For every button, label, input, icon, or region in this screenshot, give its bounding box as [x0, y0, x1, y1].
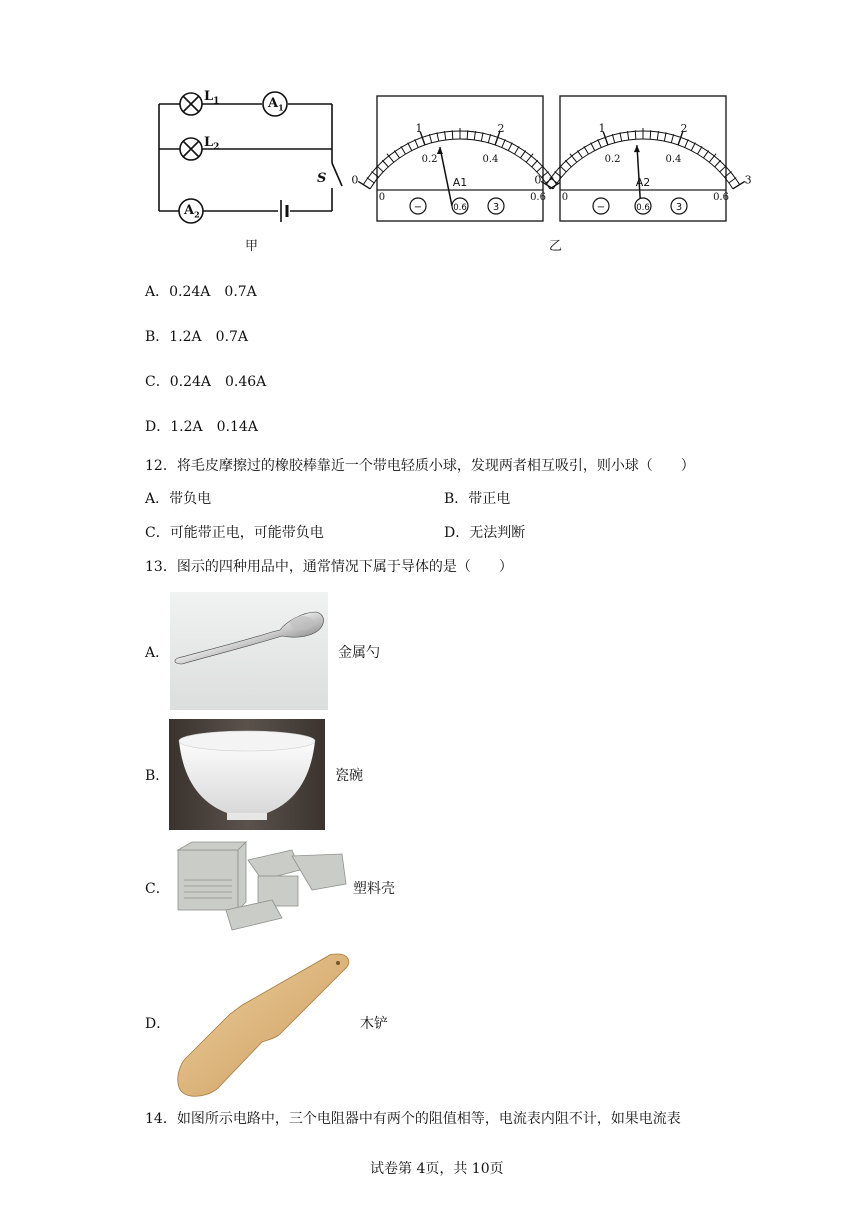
- q14-stem: 14．如图所示电路中，三个电阻器中有两个的阻值相等，电流表内阻不计，如果电流表: [145, 1111, 681, 1127]
- terminal-label: −: [413, 202, 423, 213]
- ammeter-dial-a2: [534, 95, 752, 222]
- q13-option-d-label: D．: [145, 1016, 171, 1032]
- dial-top-label: 3: [744, 173, 752, 187]
- spoon-image: [170, 592, 328, 710]
- dial-bottom-label: 0: [561, 192, 569, 204]
- dial-bottom-label: 0.4: [665, 154, 682, 166]
- dial-top-label: 2: [497, 121, 505, 135]
- figure-caption-yi: 乙: [549, 239, 563, 254]
- q11-option-a: A．0.24A 0.7A: [145, 284, 257, 300]
- bowl-image: [169, 719, 325, 830]
- q13-option-c-caption: 塑料壳: [353, 881, 395, 897]
- q13-stem: 13．图示的四种用品中，通常情况下属于导体的是（ ）: [145, 559, 513, 575]
- plastic-shell-image: [172, 840, 348, 938]
- q12-stem: 12．将毛皮摩擦过的橡胶棒靠近一个带电轻质小球，发现两者相互吸引，则小球（ ）: [145, 458, 695, 474]
- q13-option-a-label: A．: [145, 645, 170, 661]
- wooden-spatula-image: [172, 950, 356, 1100]
- q13-option-b-label: B．: [145, 768, 170, 784]
- dial-bottom-label: 0.2: [604, 154, 621, 166]
- q13-option-b-caption: 瓷碗: [335, 768, 363, 784]
- terminal-label: 3: [675, 202, 683, 213]
- dial-top-label: 1: [598, 121, 606, 135]
- dial-bottom-label: 0: [378, 192, 386, 204]
- lamp-l1-label: $L_1$: [204, 89, 220, 107]
- dial-top-label: 0: [534, 173, 542, 187]
- dial-name: A1: [452, 176, 468, 189]
- lamp-l2-label: $L_2$: [204, 135, 220, 153]
- dial-top-label: 1: [415, 121, 423, 135]
- q12-option-d: D．无法判断: [444, 525, 526, 541]
- dial-name: A2: [635, 176, 651, 189]
- dial-bottom-label: 0.6: [530, 192, 546, 204]
- ammeter-a1-label: $A_1$: [268, 96, 284, 113]
- q11-option-d: D．1.2A 0.14A: [145, 419, 258, 435]
- q12-option-c: C．可能带正电，可能带负电: [145, 525, 324, 541]
- q11-option-b: B．1.2A 0.7A: [145, 329, 249, 345]
- dial-top-label: 0: [351, 173, 359, 187]
- circuit-diagram: [150, 85, 350, 230]
- q13-option-a-caption: 金属勺: [338, 645, 380, 661]
- q11-option-c: C．0.24A 0.46A: [145, 374, 267, 390]
- figure-caption-jia: 甲: [245, 239, 259, 254]
- q12-option-a: A．带负电: [145, 491, 212, 507]
- terminal-label: 0.6: [636, 203, 650, 213]
- q13-option-d-caption: 木铲: [360, 1016, 388, 1032]
- dial-bottom-label: 0.2: [421, 154, 438, 166]
- ammeter-a2-label: $A_2$: [184, 203, 200, 220]
- page-footer: 试卷第 4页，共 10页: [370, 1161, 504, 1177]
- q13-option-c-label: C．: [145, 881, 170, 897]
- q12-option-b: B．带正电: [444, 491, 511, 507]
- switch-label: S: [317, 171, 327, 186]
- dial-top-label: 2: [680, 121, 688, 135]
- dial-bottom-label: 0.6: [713, 192, 729, 204]
- dial-bottom-label: 0.4: [482, 154, 499, 166]
- terminal-label: 0.6: [453, 203, 467, 213]
- terminal-label: 3: [492, 202, 500, 213]
- terminal-label: −: [596, 202, 606, 213]
- ammeter-dial-a1: [351, 95, 546, 222]
